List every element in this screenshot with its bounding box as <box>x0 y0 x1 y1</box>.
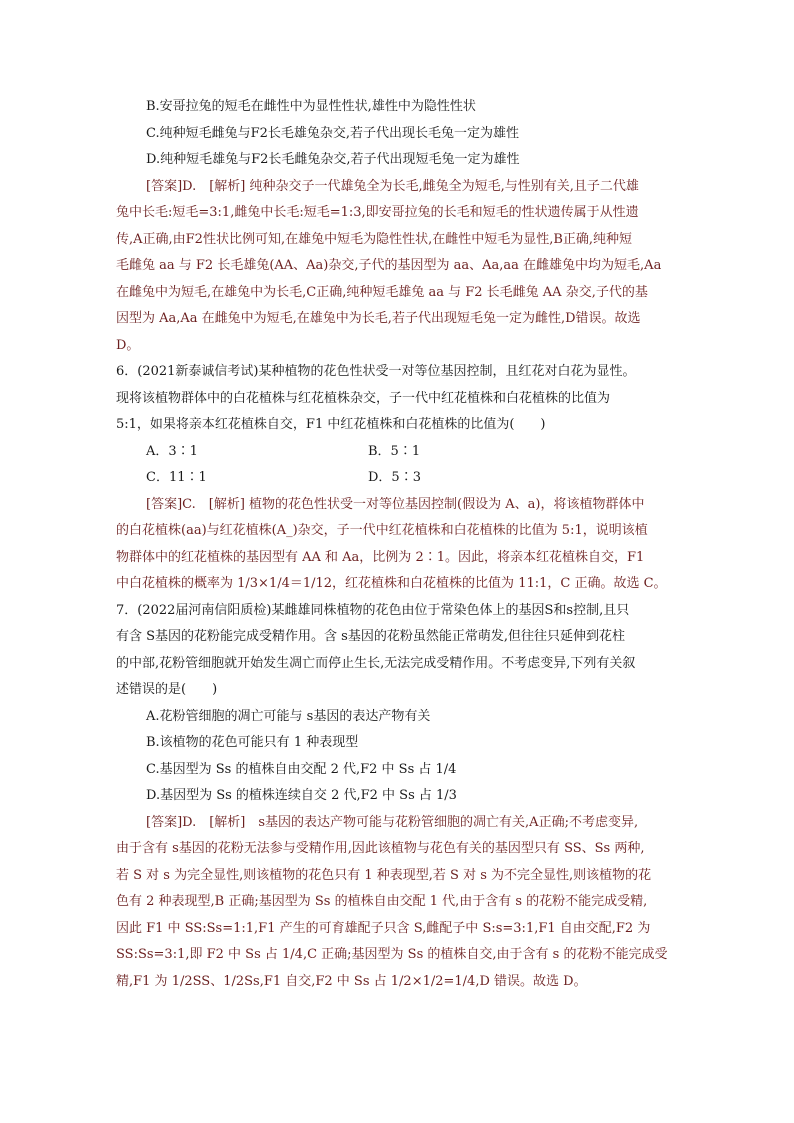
q6-stem-line: 5:1，如果将亲本红花植株自交，F1 中红花植株和白花植株的比值为( ) <box>116 417 546 432</box>
q6-stem-line: 6．(2021新泰诚信考试)某种植物的花色性状受一对等位基因控制，且红花对白花为显性。 <box>116 364 636 379</box>
q5-answer-line: 毛雌兔 aa 与 F2 长毛雄兔(AA、Aa)杂交,子代的基因型为 aa、Aa,aa 在雌雄兔中均为短毛,Aa <box>116 258 662 273</box>
q7-answer-line: 因此 F1 中 SS:Ss=1:1,F1 产生的可育雄配子只含 S,雌配子中 S:s=3:1,F1 自由交配,F2 为 <box>116 920 651 936</box>
q5-option-d: D.纯种短毛雄兔与F2长毛雌兔杂交,若子代出现短毛兔一定为雄性 <box>146 152 520 167</box>
q7-stem-line: 述错误的是( ) <box>116 682 218 697</box>
q5-answer-line: 兔中长毛:短毛=3:1,雌兔中长毛:短毛=1:3,即安哥拉兔的长毛和短毛的性状遗传属于从性遗 <box>116 205 639 220</box>
q5-answer-line: D。 <box>116 337 140 353</box>
q5-option-b: B.安哥拉兔的短毛在雌性中为显性性状,雄性中为隐性性状 <box>146 99 476 114</box>
q6-option-d: D．5∶3 <box>368 470 421 485</box>
q6-options-row <box>116 465 676 492</box>
q6-answer-line: 中白花植株的概率为 1/3×1/4＝1/12，红花植株和白花植株的比值为 11:1，C 正确。故选 C。 <box>116 576 667 591</box>
q7-answer-line: 色有 2 种表现型,B 正确;基因型为 Ss 的植株自由交配 1 代,由于含有 s 的花粉不能完成受精, <box>116 894 648 909</box>
q5-answer-line: 因型为 Aa,Aa 在雌兔中为短毛,在雄兔中为长毛,若子代出现短毛兔一定为雌性,D错误。故选 <box>116 311 641 326</box>
q7-answer-line: SS:Ss=3:1,即 F2 中 Ss 占 1/4,C 正确;基因型为 Ss 的植株自交,由于含有 s 的花粉不能完成受 <box>116 947 668 962</box>
q7-answer-line: [答案]D. [解析] s基因的表达产物可能与花粉管细胞的凋亡有关,A正确;不考虑变异, <box>146 814 639 830</box>
q7-stem-line: 7．(2022届河南信阳质检)某雌雄同株植物的花色由位于常染色体上的基因S和s控制,且只 <box>116 602 630 618</box>
q7-stem-line: 有含 S基因的花粉能完成受精作用。含 s基因的花粉虽然能正常萌发,但往往只延伸到花柱 <box>116 629 625 644</box>
q5-answer-line: 传,A正确,由F2性状比例可知,在雄兔中短毛为隐性性状,在雌性中短毛为显性,B正确,纯种短 <box>116 231 633 247</box>
q6-answer-line: 物群体中的红花植株的基因型有 AA 和 Aa，比例为 2∶1。因此，将亲本红花植株自交，F1 <box>116 549 645 565</box>
q6-answer-line: [答案]C. [解析] 植物的花色性状受一对等位基因控制(假设为 A、a)，将该植物群体中 <box>146 496 645 512</box>
q7-option-d: D.基因型为 Ss 的植株连续自交 2 代,F2 中 Ss 占 1/3 <box>146 788 457 803</box>
q7-answer-line: 由于含有 s基因的花粉无法参与受精作用,因此该植物与花色有关的基因型只有 SS、Ss 两种, <box>116 841 645 856</box>
q7-answer-line: 若 S 对 s 为完全显性,则该植物的花色只有 1 种表现型,若 S 对 s 为不完全显性,则该植物的花 <box>116 867 652 883</box>
q7-answer-line: 精,F1 为 1/2SS、1/2Ss,F1 自交,F2 中 Ss 占 1/2×1/2=1/4,D 错误。故选 D。 <box>116 973 587 989</box>
q7-option-a: A.花粉管细胞的凋亡可能与 s基因的表达产物有关 <box>146 708 431 724</box>
q6-option-b: B．5∶1 <box>368 443 421 459</box>
q6-option-a: A．3∶1 <box>146 443 198 459</box>
q6-answer-line: 的白花植株(aa)与红花植株(A_)杂交，子一代中红花植株和白花植株的比值为 5:1，说明该植 <box>116 523 648 538</box>
q5-answer-line: [答案]D. [解析] 纯种杂交子一代雄兔全为长毛,雌兔全为短毛,与性别有关,且子二代雄 <box>146 178 639 194</box>
q5-option-c: C.纯种短毛雌兔与F2长毛雄兔杂交,若子代出现长毛兔一定为雄性 <box>146 125 520 141</box>
q6-option-c: C．11∶1 <box>146 470 207 485</box>
q7-option-c: C.基因型为 Ss 的植株自由交配 2 代,F2 中 Ss 占 1/4 <box>146 761 457 777</box>
q7-stem-line: 的中部,花粉管细胞就开始发生凋亡而停止生长,无法完成受精作用。不考虑变异,下列有关叙 <box>116 655 636 671</box>
q7-option-b: B.该植物的花色可能只有 1 种表现型 <box>146 735 359 750</box>
document-content <box>116 94 676 995</box>
q5-answer-line: 在雌兔中为短毛,在雄兔中为长毛,C正确,纯种短毛雄兔 aa 与 F2 长毛雌兔 AA 杂交,子代的基 <box>116 284 648 300</box>
q6-options-row <box>116 439 676 466</box>
q6-stem-line: 现将该植物群体中的白花植株与红花植株杂交，子一代中红花植株和白花植株的比值为 <box>116 390 611 406</box>
